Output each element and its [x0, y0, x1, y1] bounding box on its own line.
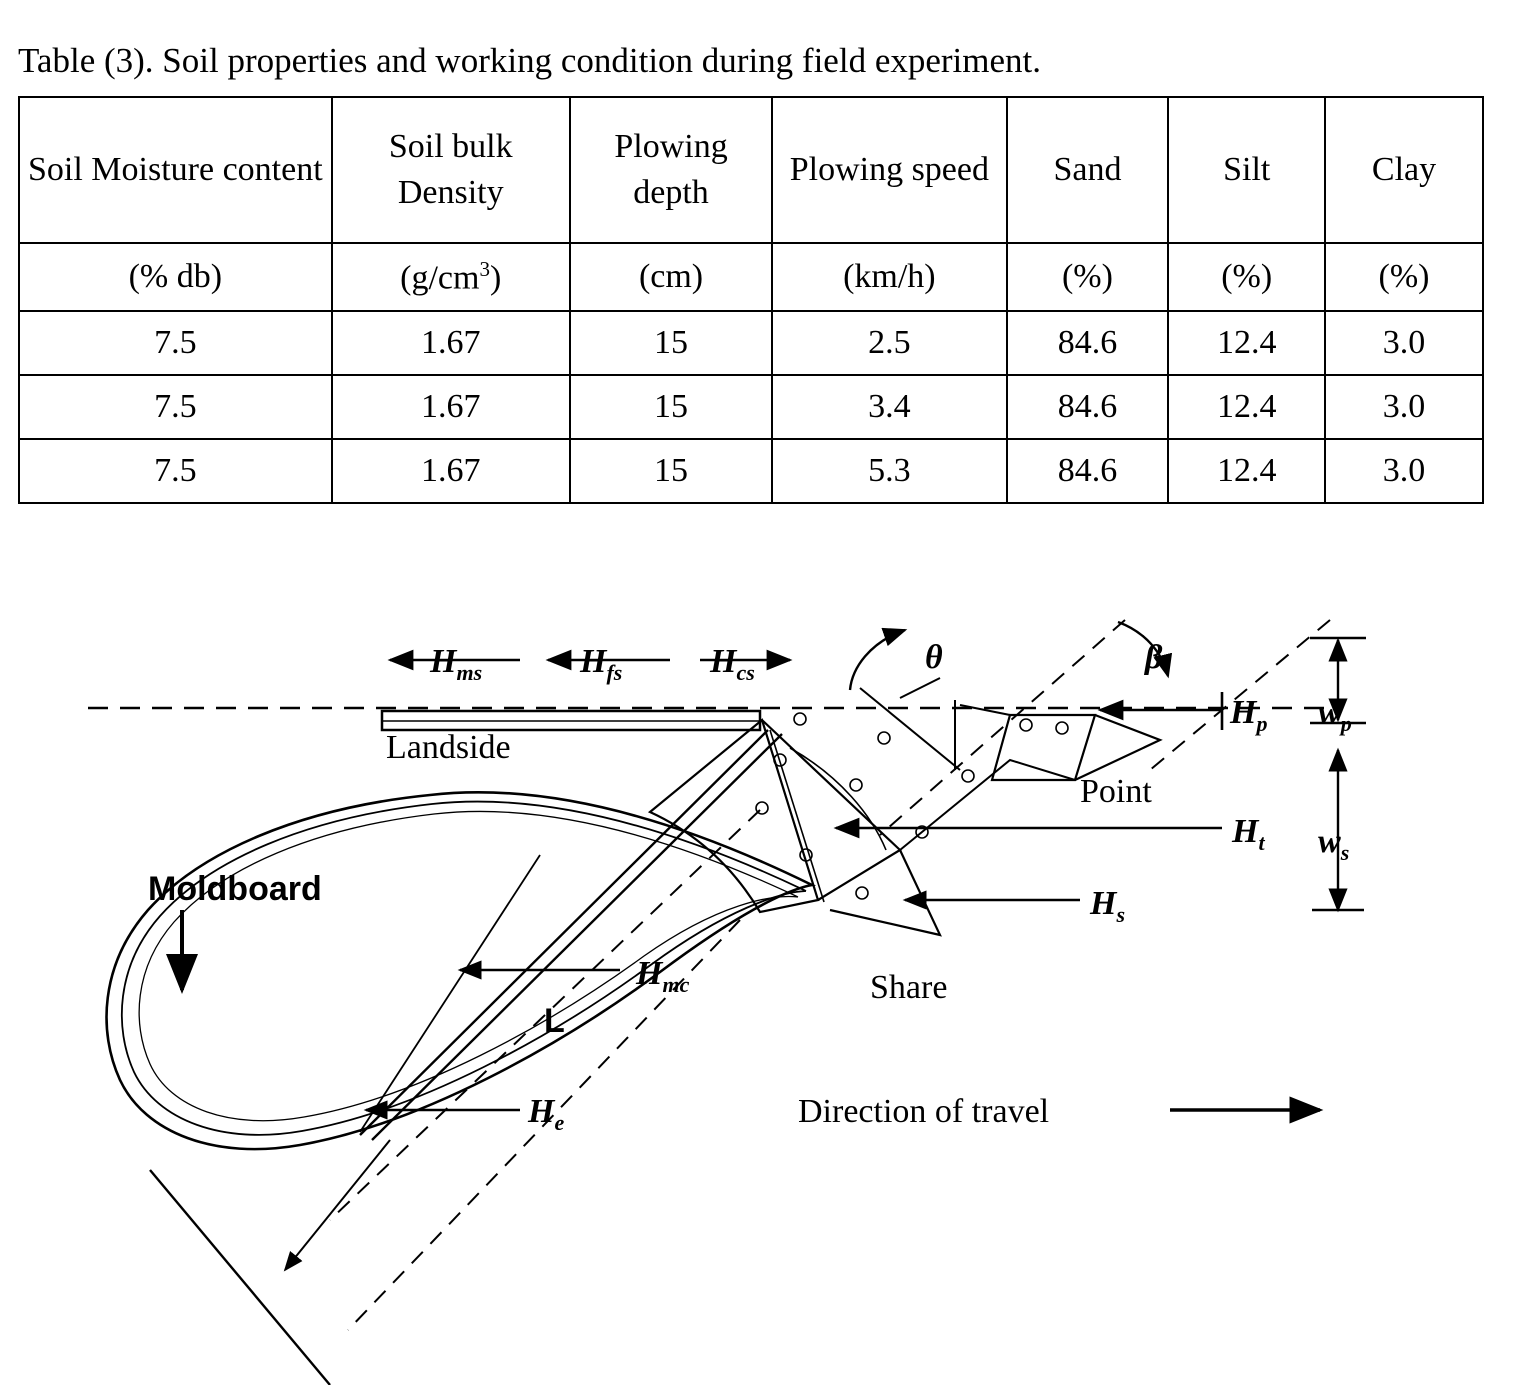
unit-density-base: (g/cm: [400, 259, 480, 297]
column-header-moisture: Soil Moisture content: [19, 97, 332, 243]
cell-silt: 12.4: [1168, 375, 1325, 439]
cell-density: 1.67: [332, 311, 570, 375]
cell-clay: 3.0: [1325, 439, 1483, 503]
label-landside: Landside: [386, 729, 511, 766]
cell-sand: 84.6: [1007, 311, 1169, 375]
table-header-row: [19, 97, 1483, 243]
construction-dashed-lines: [330, 620, 1330, 1330]
share-body: [650, 720, 900, 912]
column-header-speed: Plowing speed: [772, 97, 1006, 243]
label-share: Share: [870, 969, 948, 1006]
unit-sand: (%): [1007, 243, 1169, 311]
label-hp: $H_p$: [1230, 694, 1268, 736]
cell-sand: 84.6: [1007, 375, 1169, 439]
label-point: Point: [1080, 773, 1152, 810]
table-row: [19, 439, 1483, 503]
cell-depth: 15: [570, 375, 772, 439]
label-wp: $w_p$: [1318, 694, 1352, 736]
column-header-density: Soil bulk Density: [332, 97, 570, 243]
unit-speed: (km/h): [772, 243, 1006, 311]
table-caption: Table (3). Soil properties and working condition during field experiment.: [18, 41, 1041, 80]
label-hms: $H_{ms}$: [430, 643, 483, 685]
unit-moisture: (% db): [19, 243, 332, 311]
label-beta: β: [1145, 639, 1163, 676]
cell-depth: 15: [570, 439, 772, 503]
cell-density: 1.67: [332, 439, 570, 503]
label-hcs: $H_{cs}$: [710, 643, 755, 685]
right-vertical-dimensions: [1310, 638, 1366, 910]
cell-speed: 2.5: [772, 311, 1006, 375]
column-header-depth: Plowing depth: [570, 97, 772, 243]
soil-properties-table: [18, 96, 1484, 504]
table-row: [19, 375, 1483, 439]
unit-clay: (%): [1325, 243, 1483, 311]
label-ht: $H_t$: [1232, 813, 1265, 855]
plow-bottom-diagram: [0, 580, 1527, 1385]
unit-density: [332, 243, 570, 311]
unit-silt: (%): [1168, 243, 1325, 311]
cell-speed: 5.3: [772, 439, 1006, 503]
cell-silt: 12.4: [1168, 439, 1325, 503]
figure-text-labels: [148, 639, 1352, 1135]
label-hs: $H_s$: [1090, 885, 1126, 927]
table-row: [19, 311, 1483, 375]
column-header-sand: Sand: [1007, 97, 1169, 243]
cell-moisture: 7.5: [19, 439, 332, 503]
label-ws: $w_s$: [1318, 823, 1350, 865]
label-theta: θ: [925, 639, 943, 676]
cell-sand: 84.6: [1007, 439, 1169, 503]
lower-shank-lines: [150, 1140, 390, 1385]
label-hfs: $H_{fs}$: [580, 643, 623, 685]
unit-density-exponent: 3: [479, 256, 491, 281]
cell-speed: 3.4: [772, 375, 1006, 439]
unit-density-tail: ): [490, 259, 502, 297]
unit-depth: (cm): [570, 243, 772, 311]
label-hmc: $H_{mc}$: [636, 955, 690, 997]
cell-density: 1.67: [332, 375, 570, 439]
label-direction-of-travel: Direction of travel: [798, 1093, 1050, 1130]
cell-silt: 12.4: [1168, 311, 1325, 375]
cell-moisture: 7.5: [19, 311, 332, 375]
label-moldboard: Moldboard: [148, 870, 322, 908]
label-l: L: [544, 1002, 565, 1040]
column-header-silt: Silt: [1168, 97, 1325, 243]
label-he: $H_e$: [528, 1093, 565, 1135]
cell-moisture: 7.5: [19, 375, 332, 439]
cell-clay: 3.0: [1325, 311, 1483, 375]
shin-edge-lines: [360, 730, 782, 1140]
table-units-row: [19, 243, 1483, 311]
landside-plate: [382, 711, 760, 730]
share-point-connector: [830, 760, 1075, 935]
angle-arrows: [850, 622, 1168, 770]
plow-point: [960, 705, 1160, 780]
column-header-clay: Clay: [1325, 97, 1483, 243]
cell-clay: 3.0: [1325, 375, 1483, 439]
cell-depth: 15: [570, 311, 772, 375]
